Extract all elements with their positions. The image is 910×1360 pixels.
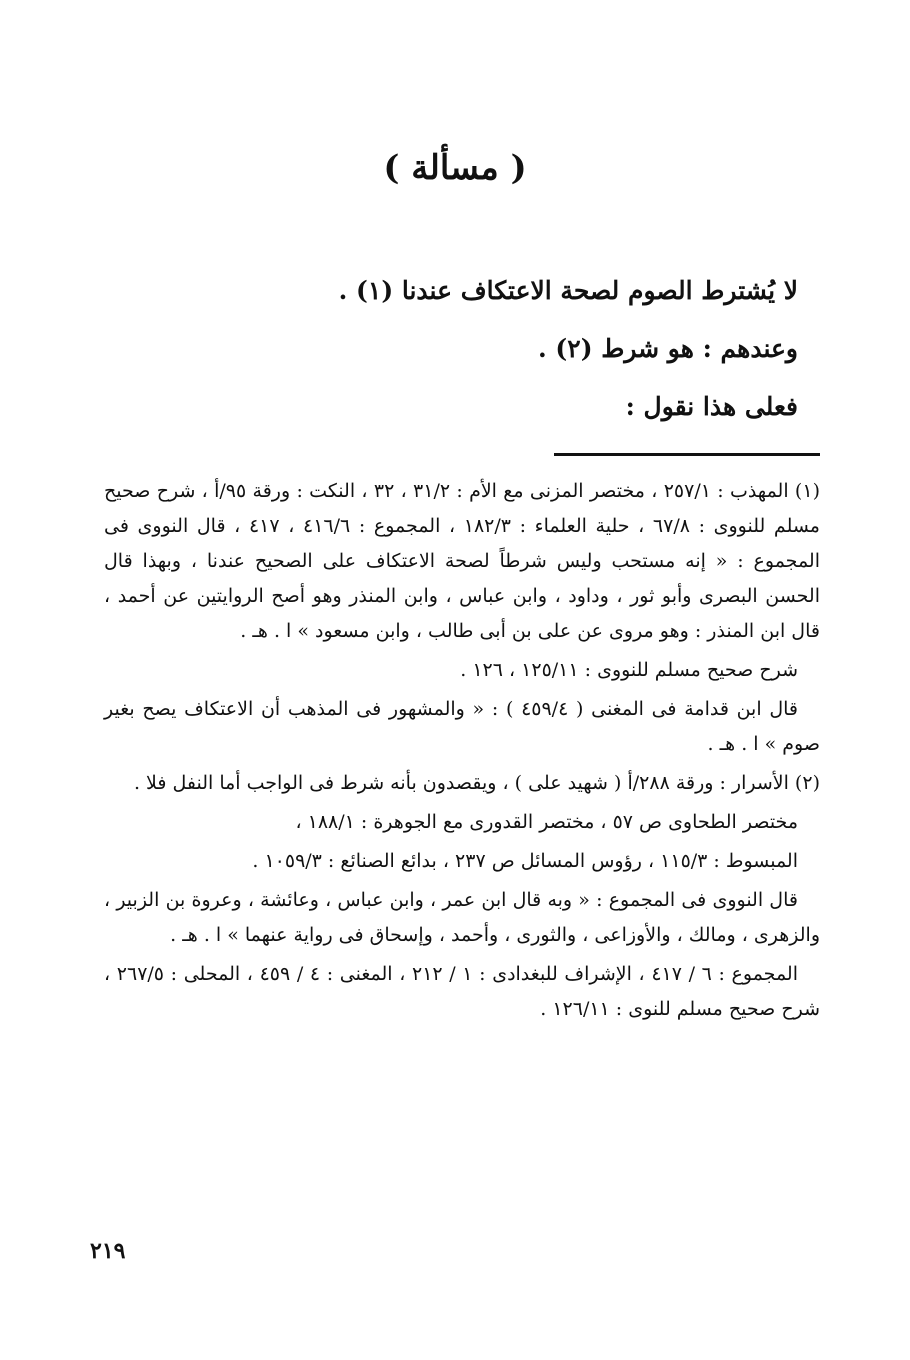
footnotes <box>104 474 820 1031</box>
page-title: ( مسألة ) <box>383 148 527 188</box>
footnote-2-ref-2: المبسوط : ١١٥/٣ ، رؤوس المسائل ص ٢٣٧ ، بدائع الصنائع : ١٠٥٩/٣ . <box>252 850 798 872</box>
body-line-1: لا يُشترط الصوم لصحة الاعتكاف عندنا (١) . <box>338 276 798 305</box>
footnote-1-ref: شرح صحيح مسلم للنووى : ١٢٥/١١ ، ١٢٦ . <box>460 659 798 681</box>
footnote-2-ref-1: مختصر الطحاوى ص ٥٧ ، مختصر القدورى مع الجوهرة : ١٨٨/١ ، <box>295 811 798 833</box>
page-number: ٢١٩ <box>90 1238 126 1264</box>
footnote-2-main: (٢) الأسرار : ورقة ٢٨٨/أ ( شهيد على ) ، ويقصدون بأنه شرط فى الواجب أما النفل فلا . <box>133 772 820 794</box>
main-text <box>100 262 798 436</box>
body-line-3: فعلى هذا نقول : <box>625 392 798 421</box>
footnote-1-quote: قال ابن قدامة فى المغنى ( ٤٥٩/٤ ) : « والمشهور فى المذهب أن الاعتكاف يصح بغير صوم » ا . هـ . <box>104 698 820 755</box>
footnote-2-ref-3: المجموع : ٦ / ٤١٧ ، الإشراف للبغدادى : ١ / ٢١٢ ، المغنى : ٤ / ٤٥٩ ، المحلى : ٢٦٧/٥ ، شرح صحيح مسلم للنوى : ١٢٦/١١ . <box>104 963 820 1020</box>
footnote-separator <box>554 453 820 456</box>
footnote-1-main: (١) المهذب : ٢٥٧/١ ، مختصر المزنى مع الأم : ٣١/٢ ، ٣٢ ، النكت : ورقة ٩٥/أ ، شرح صحيح مسلم للنووى : ٦٧/٨ ، حلية العلماء : ١٨٢/٣ ، المجموع : ٤١٦/٦ ، ٤١٧ ، قال النووى فى المجموع : « إنه مستحب وليس شرطاً لصحة الاعتكاف على الصحيح عندنا ، وبهذا قال الحسن البصرى وأبو ثور ، وداود ، وابن عباس ، وابن المنذر وهو أصح الروايتين عن أحمد ، قال ابن المنذر : وهو مروى عن على بن أبى طالب ، وابن مسعود » ا . هـ . <box>104 480 820 642</box>
body-line-2: وعندهم : هو شرط (٢) . <box>538 334 798 363</box>
footnote-2-quote: قال النووى فى المجموع : « وبه قال ابن عمر ، وابن عباس ، وعائشة ، وعروة بن الزبير ، والزهرى ، ومالك ، والأوزاعى ، والثورى ، وأحمد ، وإسحاق فى رواية عنهما » ا . هـ . <box>104 889 820 946</box>
